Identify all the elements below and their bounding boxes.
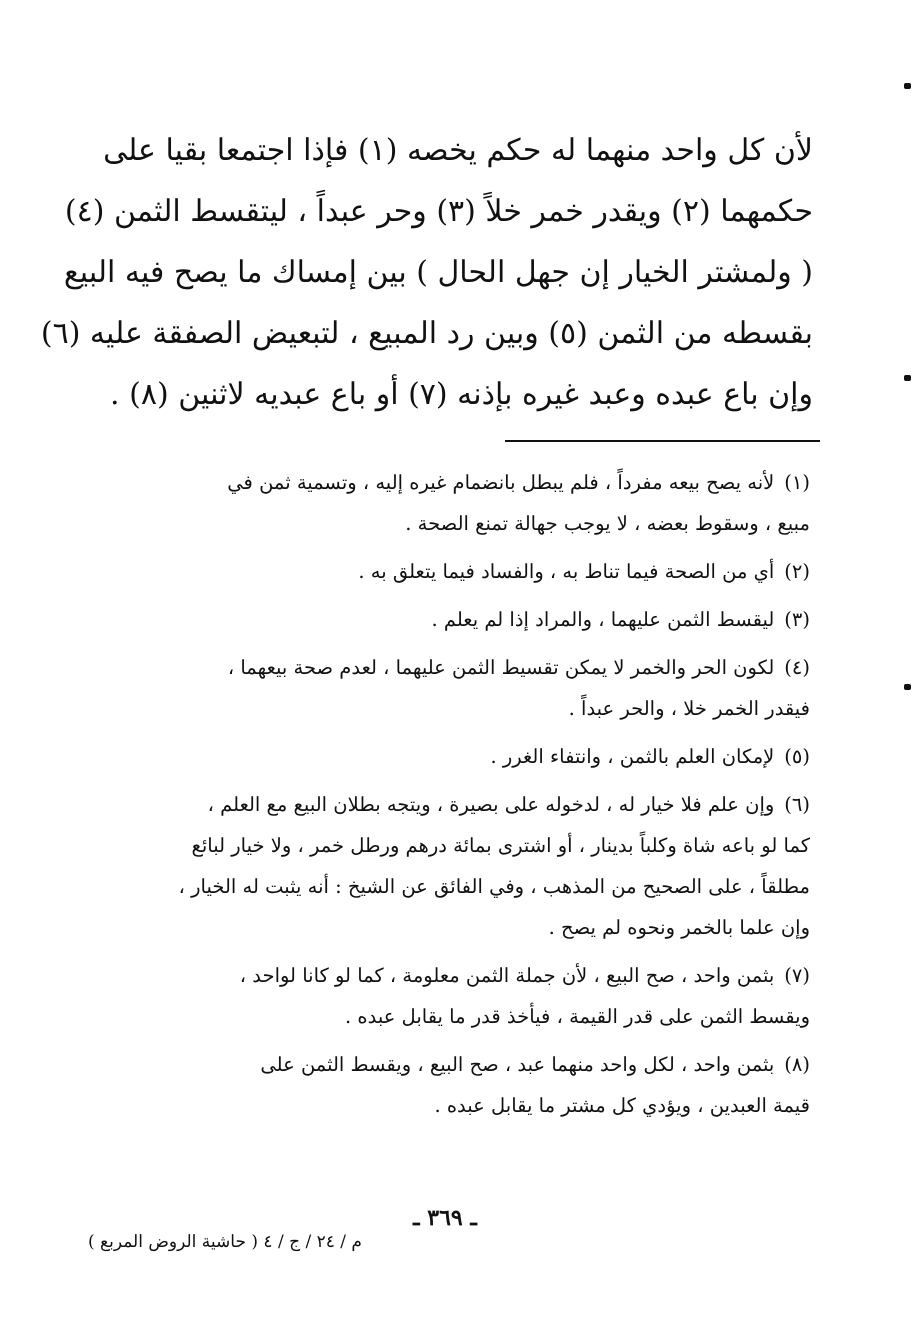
footnote [82, 1044, 810, 1126]
footnote-number: (٣) [784, 608, 810, 631]
main-text-line: حكمهما (٢) ويقدر خمر خلاً (٣) وحر عبداً ، ليتقسط الثمن (٤) [64, 194, 813, 229]
footnote-number: (٨) [784, 1053, 810, 1076]
margin-mark [904, 83, 911, 89]
footnote-number: (٦) [784, 793, 810, 816]
footnote-number: (٢) [784, 560, 810, 583]
footnote-line [82, 736, 810, 777]
footnote-line [82, 462, 810, 503]
footnote-line [82, 784, 810, 825]
footnote-line [82, 599, 810, 640]
footnote-line: وإن علما بالخمر ونحوه لم يصح . [548, 916, 810, 939]
main-text-line: ( ولمشتر الخيار إن جهل الحال ) بين إمساك ما يصح فيه البيع [63, 255, 813, 290]
footnote-text: لإمكان العلم بالثمن ، وانتفاء الغرر . [490, 745, 775, 768]
footnote-text: بثمن واحد ، لكل واحد منهما عبد ، صح البيع ، ويقسط الثمن على [260, 1053, 775, 1076]
footnote-line: كما لو باعه شاة وكلباً بدينار ، أو اشترى بمائة درهم ورطل خمر ، ولا خيار لبائع [191, 834, 810, 857]
footnote-text: أي من الصحة فيما تناط به ، والفساد فيما يتعلق به . [358, 560, 775, 583]
footnote-text: لكون الحر والخمر لا يمكن تقسيط الثمن عليهما ، لعدم صحة بيعهما ، [227, 656, 775, 679]
footnote-number: (٥) [784, 745, 810, 768]
footnote [82, 955, 810, 1037]
footnote-line [82, 647, 810, 688]
main-text-line: بقسطه من الثمن (٥) وبين رد المبيع ، لتبعيض الصفقة عليه (٦) [40, 316, 813, 351]
margin-mark [904, 375, 911, 381]
footnote-line [82, 955, 810, 996]
footnote-number: (١) [784, 471, 810, 494]
footnote-text: وإن علم فلا خيار له ، لدخوله على بصيرة ، ويتجه بطلان البيع مع العلم ، [207, 793, 775, 816]
margin-mark [904, 684, 911, 690]
footnote [82, 551, 810, 592]
footnote-text: لأنه يصح بيعه مفرداً ، فلم يبطل بانضمام غيره إليه ، وتسمية ثمن في [227, 471, 775, 494]
footnote [82, 599, 810, 640]
footnote-text: بثمن واحد ، صح البيع ، لأن جملة الثمن معلومة ، كما لو كانا لواحد ، [239, 964, 775, 987]
footnotes [82, 462, 810, 1133]
footnote [82, 784, 810, 948]
footnote-line [82, 551, 810, 592]
footnote-line: ويقسط الثمن على قدر القيمة ، فيأخذ قدر ما يقابل عبده . [344, 1005, 810, 1028]
footnote [82, 736, 810, 777]
footnote-line: قيمة العبدين ، ويؤدي كل مشتر ما يقابل عبده . [434, 1094, 810, 1117]
printer-signature: م / ٢٤ / ج / ٤ ( حاشية الروض المربع ) [88, 1232, 362, 1252]
footnote [82, 462, 810, 544]
footnote [82, 647, 810, 729]
main-text [40, 120, 813, 425]
footnote-line: فيقدر الخمر خلا ، والحر عبداً . [568, 697, 810, 720]
main-text-line: وإن باع عبده وعبد غيره بإذنه (٧) أو باع عبديه لاثنين (٨) . [110, 377, 813, 412]
footnote-number: (٧) [784, 964, 810, 987]
footnote-line: مطلقاً ، على الصحيح من المذهب ، وفي الفائق عن الشيخ : أنه يثبت له الخيار ، [178, 875, 810, 898]
footnote-number: (٤) [784, 656, 810, 679]
footnote-line: مبيع ، وسقوط بعضه ، لا يوجب جهالة تمنع الصحة . [405, 512, 810, 535]
main-text-line: لأن كل واحد منهما له حكم يخصه (١) فإذا اجتمعا بقيا على [103, 133, 813, 168]
footnote-line [82, 1044, 810, 1085]
page-number: ـ ٣٦٩ ـ [413, 1205, 477, 1231]
footnote-text: ليقسط الثمن عليهما ، والمراد إذا لم يعلم . [431, 608, 775, 631]
footnote-divider [505, 440, 820, 442]
